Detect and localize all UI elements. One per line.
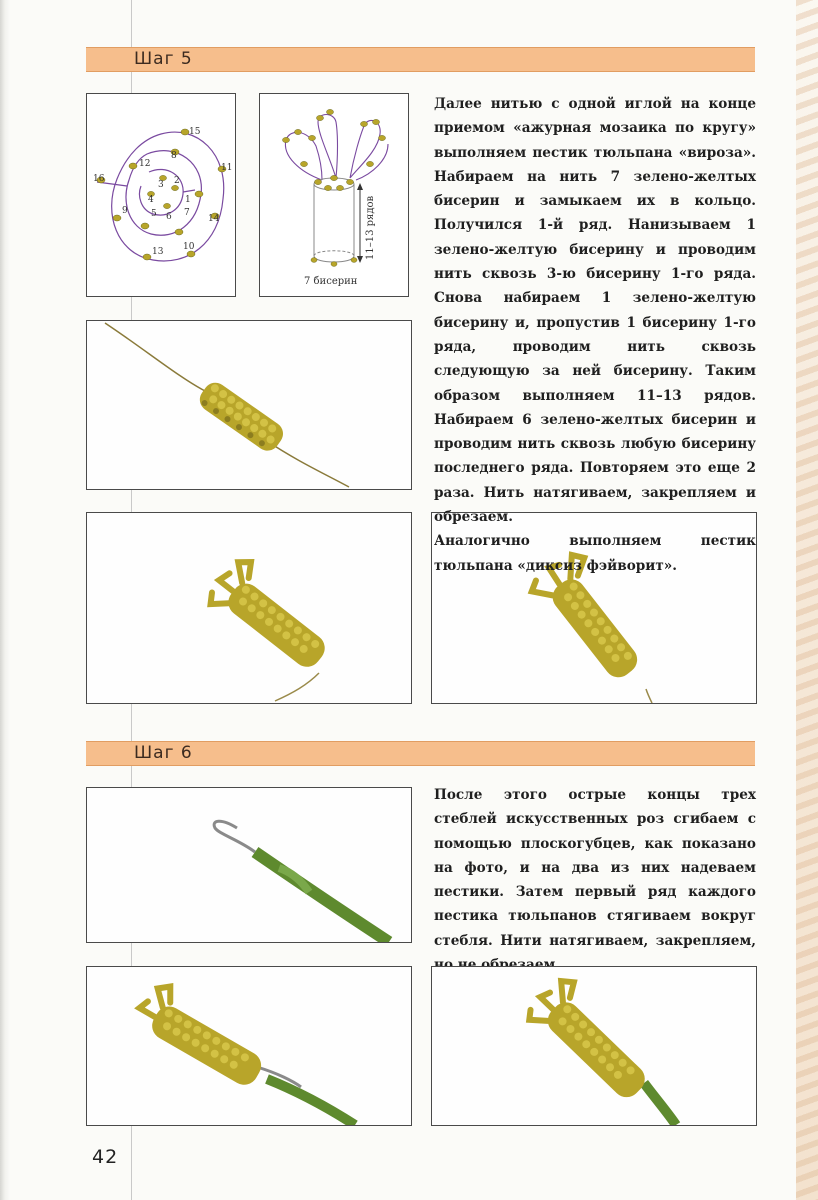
step6-paragraph: После этого острые концы трех стеблей искусственных роз сгибаем с помощью плоскогубцев, как показано на фото, и на два из них надеваем пестики. Затем первый ряд каждого пестика тюльпанов стягиваем вокруг стебля. Нити натягиваем, закрепляем,: [434, 787, 756, 949]
scan-edge: [0, 0, 10, 1200]
diagram-circular-mosaic: [86, 93, 236, 297]
diagram-num-7: 7: [184, 208, 190, 218]
photo-bent-stem: [86, 787, 412, 943]
photo-pistil-finished-1: [86, 512, 412, 704]
diagram-num-9: 9: [122, 206, 128, 216]
diagram-num-5: 5: [151, 209, 157, 219]
photo-pistil-on-stem-2: [431, 966, 757, 1126]
step5-text: [434, 92, 756, 578]
step6-text: [434, 783, 756, 977]
diagram-num-1: 1: [185, 195, 191, 205]
decorative-border: [796, 0, 818, 1200]
diagram-pistil-tube: [259, 93, 409, 297]
step5-header: [86, 47, 755, 72]
step6-header: [86, 741, 755, 766]
diagram-rows-label: 11–13 рядов: [365, 195, 376, 260]
diagram-num-14: 14: [208, 214, 220, 224]
diagram-num-8: 8: [171, 151, 177, 161]
step5-paragraph-2: Аналогично выполняем пестик тюльпана «диксиз фэйворит».: [434, 533, 756, 574]
diagram-num-11: 11: [221, 163, 233, 173]
photo-pistil-on-stem-1: [86, 966, 412, 1126]
page-number: 42: [92, 1146, 119, 1168]
step5-paragraph-1: Далее нитью с одной иглой на конце приемом «ажурная мозаика по кругу» выполняем пестик тюльпана «вироза». Набираем на нить 7 зелено-желтых бисерин и замыкаем их в кольцо. Получился 1-й ряд. Нанизываем 1 зелено-желтую бисерину и проводим нить сквозь 3-ю бисерину 1-го ряда. Снова набираем 1 зелено-желтую бисерину и, пропустив 1 бисерину 1-го ряда, проводим нить сквозь следующую за ней бисерину. Таким образом выполняем 11–13 рядов. Набираем 6 зелено-желтых бисерин и проводим нить сквозь любую бисерину последнего ряда. Повторяем это еще 2 раза. Нить натягиваем, закрепляем и обрезаем.: [434, 96, 756, 526]
diagram-num-4: 4: [148, 195, 154, 205]
diagram-num-13: 13: [152, 247, 164, 257]
diagram-beads-label: 7 бисерин: [304, 276, 358, 287]
step6-title: Шаг 6: [134, 743, 193, 763]
photo-pistil-beading: [86, 320, 412, 490]
step5-title: Шаг 5: [134, 49, 193, 69]
diagram-num-16: 16: [93, 174, 105, 184]
diagram-num-10: 10: [183, 242, 195, 252]
diagram-num-3: 3: [158, 180, 164, 190]
diagram-num-6: 6: [166, 212, 172, 222]
diagram-num-12: 12: [139, 159, 151, 169]
diagram-num-2: 2: [174, 176, 180, 186]
diagram-num-15: 15: [189, 127, 201, 137]
